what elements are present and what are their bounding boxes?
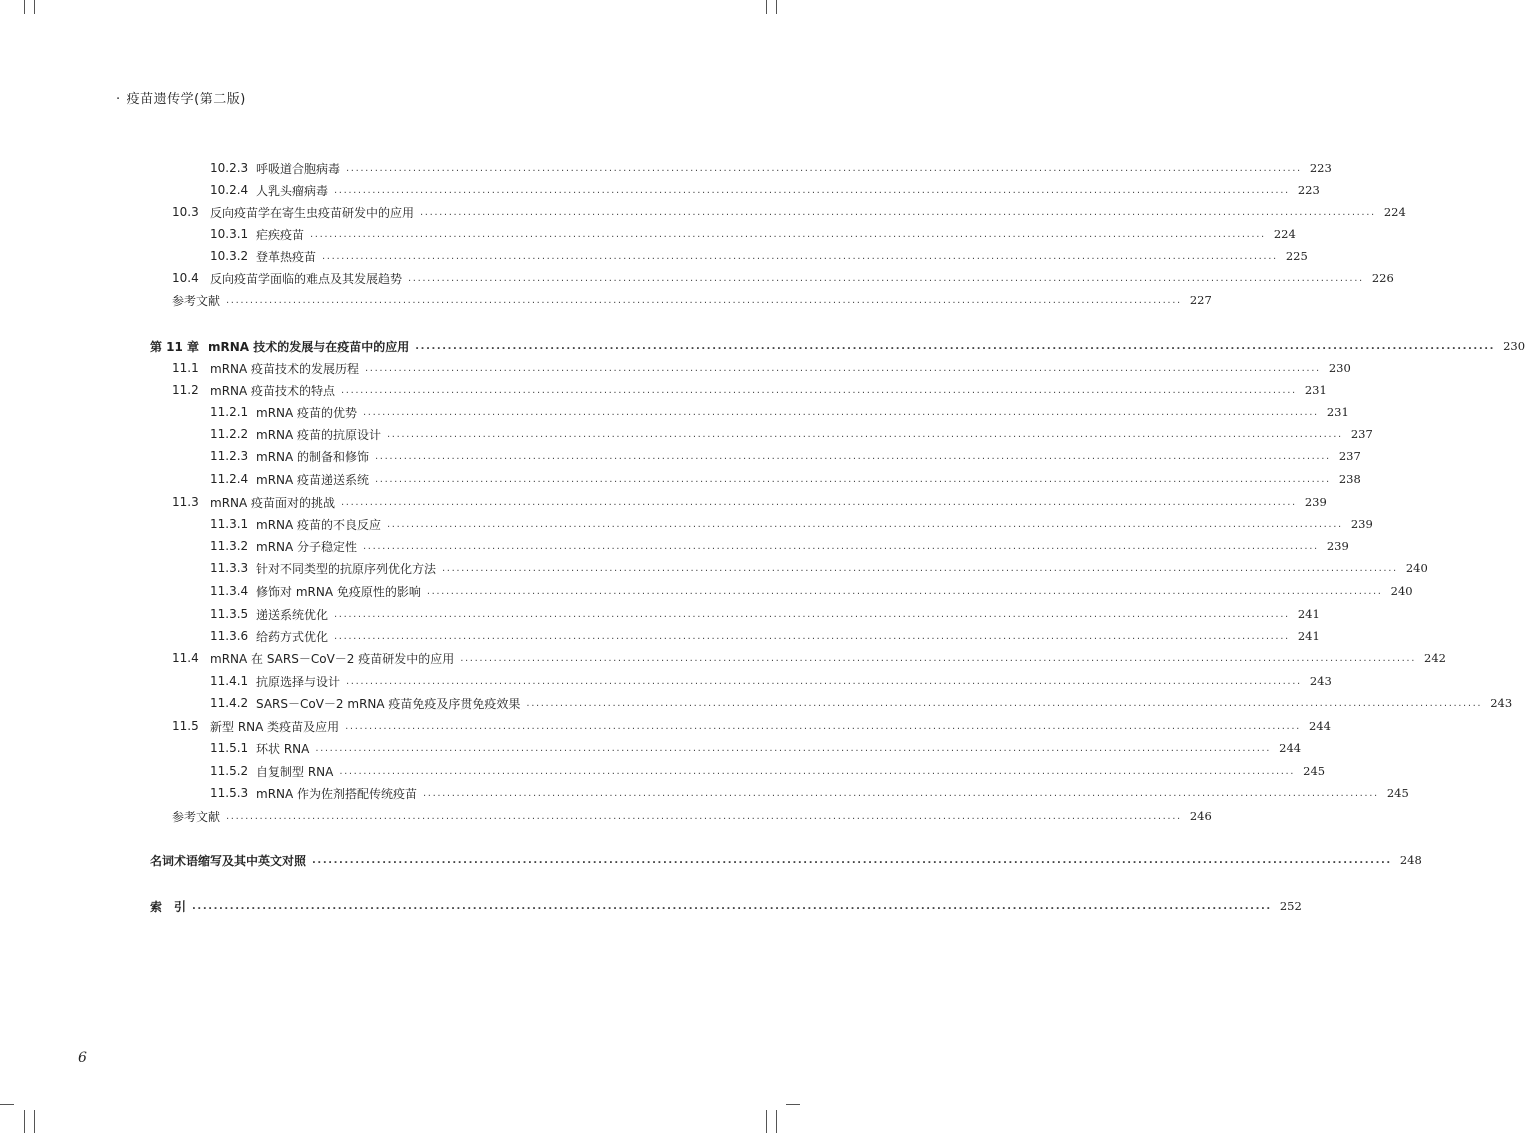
toc-entry[interactable] [210,402,1349,422]
toc-entry-page: 252 [1279,899,1302,913]
toc-entry-title: 人乳头瘤病毒 [256,183,329,198]
toc-entry[interactable] [210,761,1326,781]
toc-leader-dots: ........................................................................................................................................................................................................ [426,585,1383,597]
toc-entry-number: 11.3.4 [210,584,249,598]
toc-entry-title: mRNA 疫苗递送系统 [256,472,370,487]
toc-entry-title: 新型 RNA 类疫苗及应用 [210,719,340,734]
toc-leader-dots: ........................................................................................................................................................................................................ [226,810,1182,822]
toc-entry-page: 241 [1297,629,1320,643]
toc-leader-dots: ........................................................................................................................................................................................................ [334,184,1290,196]
toc-entry-page: 245 [1303,764,1326,778]
toc-entry[interactable] [172,358,1351,378]
toc-leader-dots: ........................................................................................................................................................................................................ [226,294,1182,306]
toc-leader-dots: ........................................................................................................................................................................................................ [526,697,1483,709]
toc-entry[interactable] [210,693,1513,713]
toc-entry-page: 231 [1326,405,1349,419]
toc-entry[interactable] [172,806,1212,826]
toc-entry-number: 11.5.2 [210,764,249,778]
toc-entry[interactable] [210,246,1308,266]
toc-entry-page: 241 [1297,607,1320,621]
toc-entry[interactable] [210,581,1413,601]
crop-mark-bottom-left-v [24,1110,25,1133]
toc-entry-number: 10.2.3 [210,161,249,175]
toc-leader-dots: ........................................................................................................................................................................................................ [375,473,1331,485]
toc-entry[interactable] [210,604,1320,624]
toc-entry-number: 11.3.3 [210,561,249,575]
toc-entry-page: 237 [1338,449,1361,463]
toc-entry-title: 环状 RNA [256,741,310,756]
toc-leader-dots: ........................................................................................................................................................................................................ [346,162,1302,174]
crop-mark-top-right-v [766,0,767,14]
toc-entry-title: 反向疫苗学面临的难点及其发展趋势 [210,271,403,286]
toc-leader-dots: ........................................................................................................................................................................................................ [341,384,1297,396]
toc-entry[interactable] [172,492,1327,512]
toc-entry-title: 修饰对 mRNA 免疫原性的影响 [256,584,421,599]
toc-entry[interactable] [172,380,1327,400]
toc-entry-title: 针对不同类型的抗原序列优化方法 [256,561,437,576]
toc-leader-dots: ........................................................................................................................................................................................................ [363,540,1319,552]
crop-mark-bottom-left-v2 [34,1110,35,1133]
toc-leader-dots: ........................................................................................................................................................................................................ [315,742,1272,754]
toc-entry-title: 参考文献 [172,809,221,824]
toc-entry[interactable] [150,336,1525,356]
toc-leader-dots: ........................................................................................................................................................................................................ [442,562,1398,574]
toc-entry[interactable] [172,290,1212,310]
toc-leader-dots: ........................................................................................................................................................................................................ [310,228,1266,240]
toc-entry-number: 第 11 章 [150,339,200,354]
toc-leader-dots: ........................................................................................................................................................................................................ [420,206,1376,218]
toc-leader-dots: ........................................................................................................................................................................................................ [387,518,1343,530]
toc-entry-page: 239 [1326,539,1349,553]
toc-entry-number: 11.4.1 [210,674,249,688]
toc-entry[interactable] [210,158,1332,178]
toc-entry-title: 反向疫苗学在寄生虫疫苗研发中的应用 [210,205,415,220]
toc-entry-page: 240 [1405,561,1428,575]
toc-entry-title: mRNA 作为佐剂搭配传统疫苗 [256,786,418,801]
toc-leader-dots: ........................................................................................................................................................................................................ [341,496,1297,508]
toc-entry[interactable] [172,716,1331,736]
toc-entry-number: 10.3 [172,205,199,219]
toc-entry[interactable] [210,536,1349,556]
toc-entry-page: 244 [1308,719,1331,733]
toc-entry-title: mRNA 疫苗的不良反应 [256,517,382,532]
toc-entry-title: 抗原选择与设计 [256,674,341,689]
crop-mark-bottom-right-h [786,1104,800,1105]
toc-entry[interactable] [210,446,1361,466]
toc-leader-dots: ........................................................................................................................................................................................................ [322,250,1278,262]
toc-entry-number: 11.1 [172,361,199,375]
page-number: 6 [78,1050,87,1066]
toc-entry-title: mRNA 疫苗技术的特点 [210,383,336,398]
toc-entry-number: 11.5.3 [210,786,249,800]
toc-leader-dots: ........................................................................................................................................................................................................ [345,720,1301,732]
toc-entry-page: 246 [1189,809,1212,823]
toc-leader-dots: ........................................................................................................................................................................................................ [334,630,1290,642]
toc-entry-page: 226 [1371,271,1394,285]
toc-leader-dots: ........................................................................................................................................................................................................ [334,608,1290,620]
toc-entry-number: 11.5.1 [210,741,249,755]
toc-entry-title: mRNA 的制备和修饰 [256,449,370,464]
toc-entry-number: 11.2 [172,383,199,397]
crop-mark-bottom-right-v [766,1110,767,1133]
toc-entry-title: mRNA 疫苗面对的挑战 [210,495,336,510]
toc-entry-number: 10.3.1 [210,227,249,241]
toc-entry-title: 递送系统优化 [256,607,329,622]
toc-entry-number: 11.4 [172,651,199,665]
toc-entry-title: 给药方式优化 [256,629,329,644]
toc-leader-dots: ........................................................................................................................................................................................................ [312,854,1392,866]
toc-entry-title: 索 引 [150,899,187,914]
toc-entry-number: 11.3.2 [210,539,249,553]
toc-entry[interactable] [210,783,1409,803]
toc-entry-page: 225 [1285,249,1308,263]
toc-entry-number: 11.2.2 [210,427,249,441]
toc-entry[interactable] [210,558,1428,578]
toc-entry-title: SARS－CoV－2 mRNA 疫苗免疫及序贯免疫效果 [256,696,521,711]
toc-leader-dots: ........................................................................................................................................................................................................ [408,272,1364,284]
toc-leader-dots: ........................................................................................................................................................................................................ [423,787,1379,799]
toc-leader-dots: ........................................................................................................................................................................................................ [346,675,1302,687]
toc-entry-number: 11.2.1 [210,405,249,419]
toc-entry[interactable] [172,268,1394,288]
toc-entry[interactable] [210,224,1296,244]
toc-entry-page: 230 [1328,361,1351,375]
toc-entry-page: 248 [1399,853,1422,867]
toc-entry-number: 10.4 [172,271,199,285]
toc-entry-title: mRNA 疫苗技术的发展历程 [210,361,360,376]
toc-leader-dots: ........................................................................................................................................................................................................ [460,652,1416,664]
toc-entry-title: 呼吸道合胞病毒 [256,161,341,176]
toc-leader-dots: ........................................................................................................................................................................................................ [339,765,1296,777]
toc-entry-number: 11.2.4 [210,472,249,486]
toc-entry-page: 244 [1279,741,1302,755]
toc-entry-title: 自复制型 RNA [256,764,334,779]
toc-leader-dots: ........................................................................................................................................................................................................ [375,450,1331,462]
toc-entry-title: 疟疾疫苗 [256,227,305,242]
toc-entry-page: 240 [1390,584,1413,598]
toc-entry-number: 11.5 [172,719,199,733]
toc-entry-number: 11.3 [172,495,199,509]
toc-entry-number: 10.3.2 [210,249,249,263]
toc-leader-dots: ........................................................................................................................................................................................................ [363,406,1319,418]
toc-leader-dots: ........................................................................................................................................................................................................ [387,428,1343,440]
toc-entry[interactable] [210,514,1373,534]
crop-mark-bottom-left-h [0,1104,14,1105]
toc-entry[interactable] [150,896,1302,916]
header-bullet: · [116,92,121,107]
toc-entry-page: 243 [1490,696,1513,710]
crop-mark-bottom-right-v2 [776,1110,777,1133]
toc-entry-page: 224 [1273,227,1296,241]
toc-entry-page: 223 [1297,183,1320,197]
toc-entry-title: mRNA 疫苗的优势 [256,405,358,420]
toc-leader-dots: ........................................................................................................................................................................................................ [192,900,1272,912]
toc-entry[interactable] [172,202,1406,222]
toc-entry[interactable] [210,671,1332,691]
toc-entry[interactable] [172,648,1446,668]
toc-entry[interactable] [210,180,1320,200]
toc-entry[interactable] [150,850,1422,870]
toc-entry-title: 参考文献 [172,293,221,308]
toc-entry[interactable] [210,424,1373,444]
toc-entry-page: 239 [1350,517,1373,531]
toc-entry-title: mRNA 技术的发展与在疫苗中的应用 [208,339,410,354]
crop-mark-top-right-v2 [776,0,777,14]
toc-entry-number: 10.2.4 [210,183,249,197]
toc-entry-page: 223 [1309,161,1332,175]
book-title: 疫苗遗传学(第二版) [126,92,246,107]
toc-entry-number: 11.3.6 [210,629,249,643]
toc-entry-number: 11.3.1 [210,517,249,531]
toc-entry-number: 11.3.5 [210,607,249,621]
toc-entry-title: 名词术语缩写及其中英文对照 [150,853,307,868]
crop-mark-top-left-v2 [34,0,35,14]
toc-entry-page: 224 [1383,205,1406,219]
toc-entry[interactable] [210,738,1302,758]
toc-entry-title: mRNA 疫苗的抗原设计 [256,427,382,442]
toc-entry-number: 11.2.3 [210,449,249,463]
toc-entry-title: mRNA 分子稳定性 [256,539,358,554]
toc-entry-page: 242 [1424,651,1446,665]
toc-entry-page: 231 [1304,383,1327,397]
crop-mark-top-left-v [24,0,25,14]
toc-entry[interactable] [210,626,1320,646]
toc-entry[interactable] [210,469,1361,489]
toc-entry-title: mRNA 在 SARS－CoV－2 疫苗研发中的应用 [210,651,455,666]
toc-entry-page: 237 [1350,427,1373,441]
toc-entry-number: 11.4.2 [210,696,249,710]
toc-entry-page: 239 [1304,495,1327,509]
running-header [116,88,246,107]
toc-entry-page: 243 [1309,674,1332,688]
toc-entry-page: 230 [1503,339,1525,353]
toc-entry-page: 245 [1386,786,1409,800]
toc-entry-page: 238 [1338,472,1361,486]
toc-leader-dots: ........................................................................................................................................................................................................ [365,362,1321,374]
toc-leader-dots: ........................................................................................................................................................................................................ [415,340,1496,352]
toc-entry-title: 登革热疫苗 [256,249,317,264]
toc-entry-page: 227 [1189,293,1212,307]
